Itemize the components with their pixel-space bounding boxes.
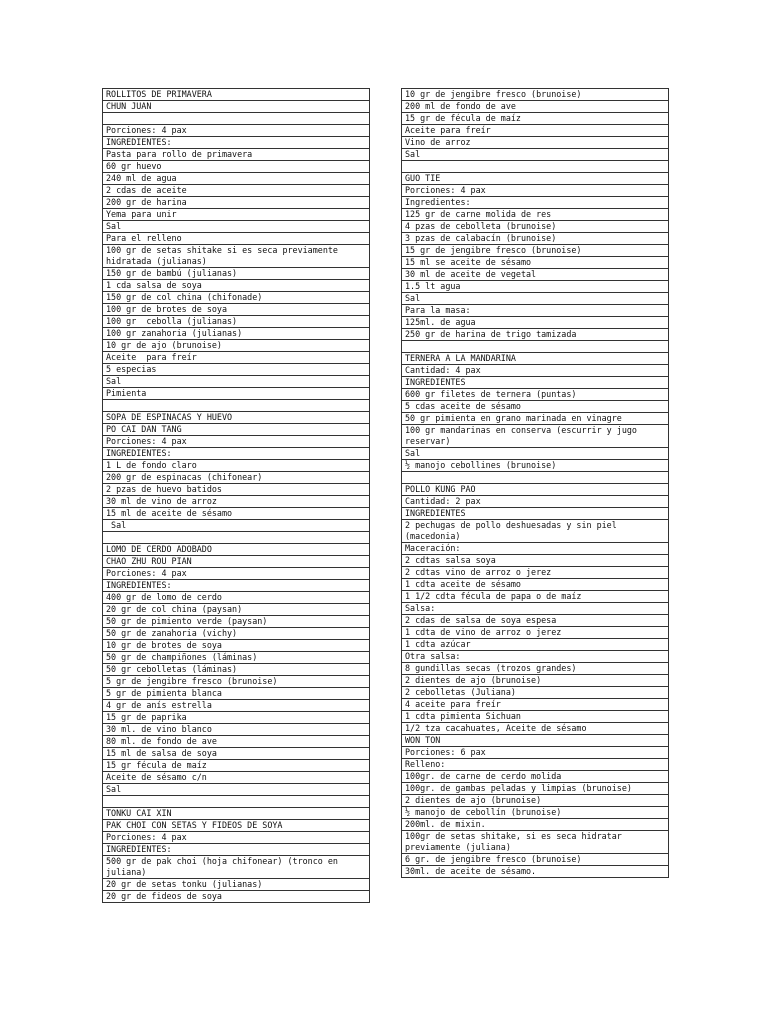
table-row: Porciones: 4 pax [103,568,369,580]
table-row: SOPA DE ESPINACAS Y HUEVO [103,412,369,424]
table-row: 50 gr de pimiento verde (paysan) [103,616,369,628]
table-row [402,341,668,353]
table-row: 240 ml de agua [103,173,369,185]
table-row: 200 gr de harina [103,197,369,209]
table-row: 30ml. de aceite de sésamo. [405,866,537,876]
table-row: Para el relleno [103,233,369,245]
table-row: POLLO KUNG PAO [402,484,668,496]
table-row: CHUN JUAN [103,101,369,113]
table-row: 100 gr mandarinas en conserva (escurrir y jugo reservar) [402,425,668,448]
table-row: 4 aceite para freír [402,699,668,711]
table-row: 1 cdta aceite de sésamo [402,579,668,591]
table-row: 1.5 lt agua [402,281,668,293]
table-row: 1 1/2 cdta fécula de papa o de maíz [402,591,668,603]
table-row: 30 ml de vino de arroz [103,496,369,508]
table-row: 3 pzas de calabacín (brunoise) [402,233,668,245]
table-row: INGREDIENTES [402,377,668,389]
table-row: 30 ml. de vino blanco [103,724,369,736]
table-row: INGREDIENTES: [103,448,369,460]
table-row: 1 cdta azúcar [402,639,668,651]
table-row: Porciones: 4 pax [103,832,369,844]
table-row: 15 gr de paprika [103,712,369,724]
table-row: 80 ml. de fondo de ave [103,736,369,748]
table-row: Aceite para freír [103,352,369,364]
table-row: CHAO ZHU ROU PIAN [103,556,369,568]
table-row: 100gr de setas shitake, si es seca hidratar previamente (juliana) [402,831,668,854]
table-row: 2 cdtas vino de arroz o jerez [402,567,668,579]
table-row: 10 gr de ajo (brunoise) [103,340,369,352]
table-row: 15 gr de jengibre fresco (brunoise) [402,245,668,257]
table-row: GUO TIE [402,173,668,185]
table-row: INGREDIENTES: [103,137,369,149]
table-row: 5 gr de pimienta blanca [103,688,369,700]
table-row: 50 gr pimienta en grano marinada en vinagre [402,413,668,425]
table-row: 8 gundillas secas (trozos grandes) [402,663,668,675]
table-row: 15 ml de salsa de soya [103,748,369,760]
table-row: 200 gr de espinacas (chifonear) [103,472,369,484]
table-row [402,472,668,484]
table-row: 15 gr fécula de maíz [103,760,369,772]
table-row [402,161,668,173]
table-row: 10 gr de brotes de soya [103,640,369,652]
table-row: Sal [103,376,369,388]
table-row: Aceite para freír [402,125,668,137]
table-row: ½ manojo de cebollín (brunoise) [402,807,668,819]
table-row: Pimienta [103,388,369,400]
table-row: 6 gr. de jengibre fresco (brunoise) [402,854,668,866]
table-row: Yema para unir [103,209,369,221]
table-row: 5 especias [103,364,369,376]
table-row: INGREDIENTES: [103,844,369,856]
table-row: Maceración: [402,543,668,555]
table-row: 100gr. de carne de cerdo molida [402,771,668,783]
table-row: 20 gr de fideos de soya [106,891,222,901]
table-row [103,796,369,808]
table-row: 4 gr de anís estrella [103,700,369,712]
table-row [103,400,369,412]
table-row: Pasta para rollo de primavera [103,149,369,161]
table-row: Porciones: 4 pax [402,185,668,197]
table-row: Sal [402,448,668,460]
table-row: 150 gr de col china (chifonade) [103,292,369,304]
left-ingredient-table [102,88,370,903]
table-row: Vino de arroz [402,137,668,149]
table-row: 50 gr cebolletas (láminas) [103,664,369,676]
table-row: 2 dientes de ajo (brunoise) [402,795,668,807]
table-row: 20 gr de setas tonku (julianas) [103,879,369,891]
table-row: 1 cdta pimienta Sichuan [402,711,668,723]
table-row: Porciones: 6 pax [402,747,668,759]
table-row: WON TON [402,735,668,747]
table-row: 2 cebolletas (Juliana) [402,687,668,699]
table-row: 15 ml se aceite de sésamo [402,257,668,269]
table-row: 30 ml de aceite de vegetal [402,269,668,281]
table-row: 500 gr de pak choi (hoja chifonear) (tronco en juliana) [103,856,369,879]
table-row: 50 gr de champiñones (láminas) [103,652,369,664]
table-row [103,532,369,544]
table-row: 100 gr zanahoria (julianas) [103,328,369,340]
table-row: PO CAI DAN TANG [103,424,369,436]
table-row: 125 gr de carne molida de res [402,209,668,221]
table-row: 20 gr de col china (paysan) [103,604,369,616]
table-row: 10 gr de jengibre fresco (brunoise) [402,89,668,101]
table-row: 200 ml de fondo de ave [402,101,668,113]
table-row: 400 gr de lomo de cerdo [103,592,369,604]
table-row: 15 ml de aceite de sésamo [103,508,369,520]
table-row: Porciones: 4 pax [103,436,369,448]
table-row: Ingredientes: [402,197,668,209]
table-row: 1 cdta de vino de arroz o jerez [402,627,668,639]
table-row: 200ml. de mixin. [402,819,668,831]
table-row: Porciones: 4 pax [103,125,369,137]
table-row: 5 gr de jengibre fresco (brunoise) [103,676,369,688]
table-row: 100 gr de brotes de soya [103,304,369,316]
table-row: TONKU CAI XIN [103,808,369,820]
table-row: 100 gr cebolla (julianas) [103,316,369,328]
table-row: 2 pzas de huevo batidos [103,484,369,496]
table-row: Relleno: [402,759,668,771]
table-row: 60 gr huevo [103,161,369,173]
table-row: 2 dientes de ajo (brunoise) [402,675,668,687]
table-row: 50 gr de zanahoria (vichy) [103,628,369,640]
table-row: 1 L de fondo claro [103,460,369,472]
table-row: Sal [103,784,369,796]
table-row: 600 gr filetes de ternera (puntas) [402,389,668,401]
table-row: TERNERA A LA MANDARINA [402,353,668,365]
table-row: ROLLITOS DE PRIMAVERA [103,89,369,101]
table-row: 5 cdas aceite de sésamo [402,401,668,413]
table-row: Sal [402,293,668,305]
table-row: PAK CHOI CON SETAS Y FIDEOS DE SOYA [103,820,369,832]
table-row: 1/2 tza cacahuates, Aceite de sésamo [402,723,668,735]
table-row: 4 pzas de cebolleta (brunoise) [402,221,668,233]
table-row: 1 cda salsa de soya [103,280,369,292]
table-row: 15 gr de fécula de maíz [402,113,668,125]
table-row: Aceite de sésamo c/n [103,772,369,784]
table-row: 250 gr de harina de trigo tamizada [402,329,668,341]
table-row: 150 gr de bambú (julianas) [103,268,369,280]
right-ingredient-table [401,88,669,878]
table-row: Para la masa: [402,305,668,317]
table-row: 100gr. de gambas peladas y limpias (brunoise) [402,783,668,795]
table-row: Otra salsa: [402,651,668,663]
table-row: 100 gr de setas shitake si es seca previamente hidratada (julianas) [103,245,369,268]
table-row: 2 cdas de salsa de soya espesa [402,615,668,627]
table-row: INGREDIENTES: [103,580,369,592]
table-row: ½ manojo cebollines (brunoise) [402,460,668,472]
table-row: Sal [103,520,369,532]
table-row: 2 cdas de aceite [103,185,369,197]
table-row: INGREDIENTES [402,508,668,520]
table-row: Sal [103,221,369,233]
table-row: 2 cdtas salsa soya [402,555,668,567]
table-row: Sal [402,149,668,161]
table-row [103,113,369,125]
table-row: Salsa: [402,603,668,615]
table-row: Cantidad: 4 pax [402,365,668,377]
table-row: Cantidad: 2 pax [402,496,668,508]
table-row: 125ml. de agua [402,317,668,329]
table-row: 2 pechugas de pollo deshuesadas y sin piel (macedonia) [402,520,668,543]
table-row: LOMO DE CERDO ADOBADO [103,544,369,556]
